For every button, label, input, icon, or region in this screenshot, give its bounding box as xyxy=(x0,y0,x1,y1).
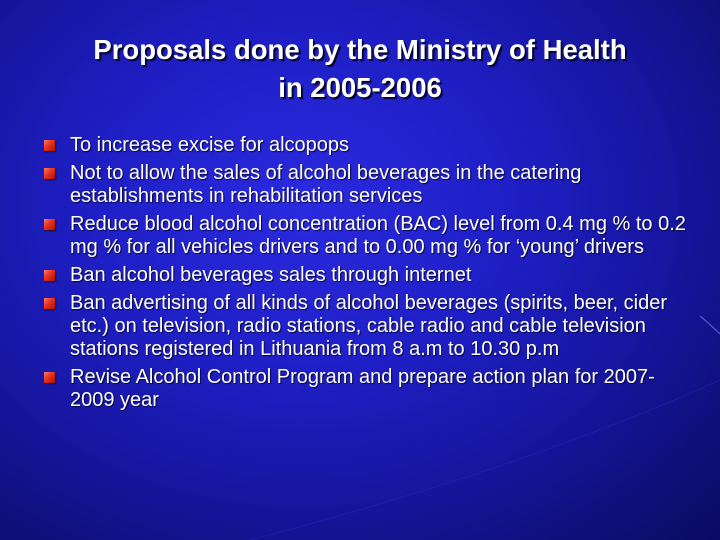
title-line-2: in 2005-2006 xyxy=(278,72,442,103)
bullet-item xyxy=(40,213,690,259)
title-line-1: Proposals done by the Ministry of Health xyxy=(93,34,627,65)
red-square-bullet-icon xyxy=(44,372,55,383)
bullet-text: To increase excise for alcopops xyxy=(70,134,350,156)
bullet-item xyxy=(40,134,690,157)
decorative-curve xyxy=(700,316,720,334)
red-square-bullet-icon xyxy=(44,219,55,230)
bullet-text: Not to allow the sales of alcohol beverages in the catering establishments in rehabilitation services xyxy=(70,162,582,207)
slide-title xyxy=(20,31,700,107)
red-square-bullet-icon xyxy=(44,298,55,309)
bullet-text: Reduce blood alcohol concentration (BAC) level from 0.4 mg % to 0.2 mg % for all vehicles drivers and to 0.00 mg % for ‘young’ drivers xyxy=(70,213,686,258)
bullet-text: Ban advertising of all kinds of alcohol beverages (spirits, beer, cider etc.) on television, radio stations, cable radio and cable television stations registered in Lithuania from 8 a.m to 10.30 p.m xyxy=(70,292,667,360)
red-square-bullet-icon xyxy=(44,140,55,151)
bullet-item xyxy=(40,292,690,361)
bullet-list xyxy=(40,134,690,417)
red-square-bullet-icon xyxy=(44,168,55,179)
red-square-bullet-icon xyxy=(44,270,55,281)
bullet-item xyxy=(40,264,690,287)
bullet-item xyxy=(40,366,690,412)
bullet-text: Ban alcohol beverages sales through internet xyxy=(70,264,472,286)
bullet-text: Revise Alcohol Control Program and prepare action plan for 2007-2009 year xyxy=(70,366,655,411)
bullet-item xyxy=(40,162,690,208)
